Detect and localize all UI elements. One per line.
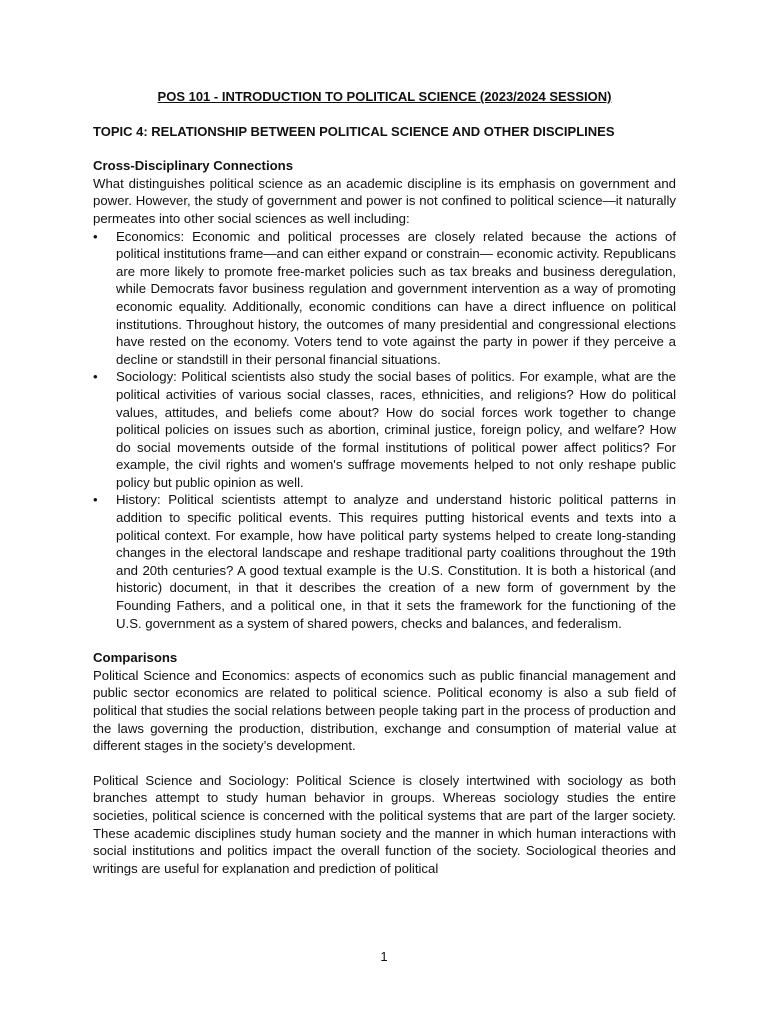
section-heading-comparisons: Comparisons: [93, 650, 178, 666]
list-item-economics: [93, 228, 676, 369]
topic-heading: TOPIC 4: RELATIONSHIP BETWEEN POLITICAL SCIENCE AND OTHER DISCIPLINES: [93, 123, 615, 139]
list-item-sociology: [93, 368, 676, 491]
spacer: [93, 755, 676, 772]
bullet-icon: •: [93, 492, 98, 508]
document-title: POS 101 - INTRODUCTION TO POLITICAL SCIENCE (2023/2024 SESSION): [157, 89, 612, 104]
page-number: 1: [380, 949, 388, 964]
comparison-paragraph-sociology: Political Science and Sociology: Political Science is closely intertwined with sociology as both branches attempt to study human behavior in groups. Whereas sociology studies the entire societies, political science is concerned with the political systems that are part of the larger society. These academic disciplines study human society and the manner in which human interactions with social institutions and politics impact the overall function of the society. Sociological theories and writings are useful for explanation and prediction of political: [93, 772, 676, 876]
list-item-history: [93, 491, 676, 632]
list-item-text: Sociology: Political scientists also study the social bases of politics. For example, what are the political activities of various social classes, races, ethnicities, and religions? How do political values, attitudes, and beliefs come about? How do social forces work together to change political policies on issues such as abortion, criminal justice, foreign policy, and welfare? How do social movements outside of the formal institutions of political power affect politics? For example, the civil rights and women's suffrage movements helped to not only reshape public policy but public opinion as well.: [116, 369, 676, 490]
spacer: [93, 632, 676, 649]
comparison-paragraph-economics: Political Science and Economics: aspects of economics such as public financial management and public sector economics are related to political science. Political economy is also a sub field of political that studies the social relations between people taking part in the process of production and the laws governing the production, distribution, exchange and consumption of material value at different stages in the society’s development.: [93, 667, 676, 754]
section-heading-cross-disciplinary: Cross-Disciplinary Connections: [93, 158, 294, 174]
list-item-text: Economics: Economic and political processes are closely related because the actions of political institutions frame—and can either expand or constrain— economic activity. Republicans are more likely to promote free-market policies such as tax breaks and business deregulation, while Democrats favor business regulation and government intervention as a way of promoting economic equality. Additionally, economic conditions can have a direct influence on political institutions. Throughout history, the outcomes of many presidential and congressional elections have rested on the economy. Voters tend to vote against the party in power if they perceive a decline or standstill in their personal financial situations.: [116, 228, 676, 367]
discipline-list: [93, 228, 676, 633]
bullet-icon: •: [93, 369, 98, 385]
list-item-text: History: Political scientists attempt to analyze and understand historic political patterns in addition to specific political events. This requires putting historical events and texts into a political context. For example, how have political party systems helped to create long-standing changes in the electoral landscape and reshape traditional party coalitions throughout the 19th and 20th centuries? A good textual example is the U.S. Constitution. It is both a historical (and historic) document, in that it describes the creation of a new form of government by the Founding Fathers, and a political one, in that it sets the framework for the functioning of the U.S. government as a system of shared powers, checks and balances, and federalism.: [116, 492, 676, 631]
bullet-icon: •: [93, 228, 98, 244]
intro-paragraph: What distinguishes political science as an academic discipline is its emphasis on government and power. However, the study of government and power is not confined to political science—it naturally permeates into other social sciences as well including:: [93, 175, 676, 226]
